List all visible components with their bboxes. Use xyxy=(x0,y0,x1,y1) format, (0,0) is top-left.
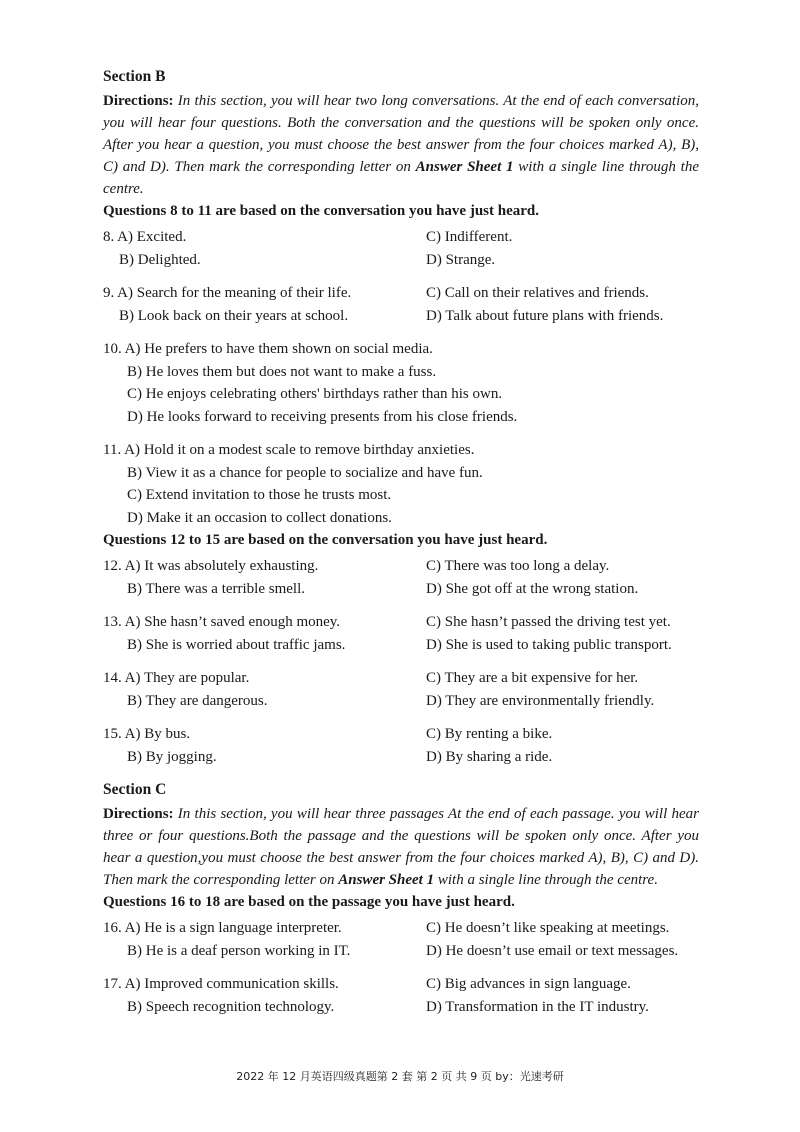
section-b-title: Section B xyxy=(103,68,166,85)
option-b: B) Speech recognition technology. xyxy=(127,998,335,1015)
option-a: 10. A) He prefers to have them shown on social media. xyxy=(103,341,433,357)
question-group-heading: Questions 16 to 18 are based on the passage you have just heard. xyxy=(103,894,515,910)
option-c: C) There was too long a delay. xyxy=(426,558,610,574)
question-15 xyxy=(103,723,699,768)
option-d: D) Transformation in the IT industry. xyxy=(426,998,649,1015)
directions-text-end: with a single line through the centre. xyxy=(103,159,699,197)
option-c: C) He enjoys celebrating others' birthdays rather than his own. xyxy=(127,386,503,402)
option-a: 9. A) Search for the meaning of their life. xyxy=(103,285,352,301)
question-17 xyxy=(103,973,699,1018)
option-b: B) He loves them but does not want to make a fuss. xyxy=(127,363,437,380)
option-c: C) Big advances in sign language. xyxy=(426,976,631,992)
directions-text-end: with a single line through the centre. xyxy=(434,872,658,888)
option-c: C) They are a bit expensive for her. xyxy=(426,670,639,686)
option-c: C) Extend invitation to those he trusts most. xyxy=(127,487,392,503)
section-b-directions xyxy=(103,90,699,200)
question-9 xyxy=(103,282,699,327)
option-d: D) Make it an occasion to collect donations. xyxy=(127,509,392,526)
option-b: B) They are dangerous. xyxy=(127,692,268,709)
question-12 xyxy=(103,555,699,600)
option-d: D) She got off at the wrong station. xyxy=(426,580,639,597)
section-c-title: Section C xyxy=(103,781,167,798)
option-a: 8. A) Excited. xyxy=(103,229,187,245)
option-a: 13. A) She hasn’t saved enough money. xyxy=(103,614,341,630)
page-footer: 2022 年 12 月英语四级真题第 2 套 第 2 页 共 9 页 by：光速考研 xyxy=(236,1070,564,1083)
option-c: C) Indifferent. xyxy=(426,229,513,245)
question-10 xyxy=(103,338,699,428)
option-d: D) She is used to taking public transport. xyxy=(426,636,672,653)
option-a: 12. A) It was absolutely exhausting. xyxy=(103,558,319,574)
option-b: B) Look back on their years at school. xyxy=(119,307,349,324)
question-16 xyxy=(103,917,699,962)
option-b: B) He is a deaf person working in IT. xyxy=(127,942,351,959)
question-group-heading: Questions 8 to 11 are based on the conversation you have just heard. xyxy=(103,203,539,219)
option-c: C) He doesn’t like speaking at meetings. xyxy=(426,920,670,936)
directions-label: Directions: xyxy=(103,93,174,109)
option-a: 15. A) By bus. xyxy=(103,726,191,742)
directions-label: Directions: xyxy=(103,806,174,822)
answer-sheet-emphasis: Answer Sheet 1 xyxy=(415,159,514,175)
option-a: 17. A) Improved communication skills. xyxy=(103,976,339,992)
exam-page xyxy=(103,66,699,1018)
option-b: B) By jogging. xyxy=(127,748,217,765)
section-c-directions xyxy=(103,803,699,891)
question-8 xyxy=(103,226,699,271)
option-a: 16. A) He is a sign language interpreter. xyxy=(103,920,342,936)
option-c: C) She hasn’t passed the driving test yet. xyxy=(426,614,671,630)
option-b: B) Delighted. xyxy=(119,251,201,268)
option-b: B) There was a terrible smell. xyxy=(127,580,305,597)
directions-text: In this section, you will hear three passages At the end of each passage. you will hear three or four questions.Both the passage and the questions will be spoken only once. After you hear a question,you must choose the best answer from the four choices marked A), B), C) and D). Then mark the corresponding letter on xyxy=(103,806,699,888)
answer-sheet-emphasis: Answer Sheet 1 xyxy=(338,872,435,888)
option-d: D) He looks forward to receiving presents from his close friends. xyxy=(127,408,518,425)
question-13 xyxy=(103,611,699,656)
option-d: D) He doesn’t use email or text messages. xyxy=(426,942,679,959)
option-d: D) They are environmentally friendly. xyxy=(426,692,655,709)
option-a: 14. A) They are popular. xyxy=(103,670,250,686)
question-11 xyxy=(103,439,699,529)
directions-text: In this section, you will hear two long conversations. At the end of each conversation, you will hear four questions. Both the conversation and the questions will be spoken only once. After you hear a question, you must choose the best answer from the four choices marked A), B), C) and D). Then mark the corresponding letter on xyxy=(103,93,699,175)
option-b: B) She is worried about traffic jams. xyxy=(127,636,346,653)
option-b: B) View it as a chance for people to socialize and have fun. xyxy=(127,464,483,481)
option-d: D) Strange. xyxy=(426,251,496,268)
option-a: 11. A) Hold it on a modest scale to remove birthday anxieties. xyxy=(103,442,475,458)
option-c: C) By renting a bike. xyxy=(426,726,553,742)
option-d: D) Talk about future plans with friends. xyxy=(426,307,664,324)
option-c: C) Call on their relatives and friends. xyxy=(426,285,649,301)
question-14 xyxy=(103,667,699,712)
question-group-heading: Questions 12 to 15 are based on the conversation you have just heard. xyxy=(103,532,548,548)
option-d: D) By sharing a ride. xyxy=(426,748,553,765)
